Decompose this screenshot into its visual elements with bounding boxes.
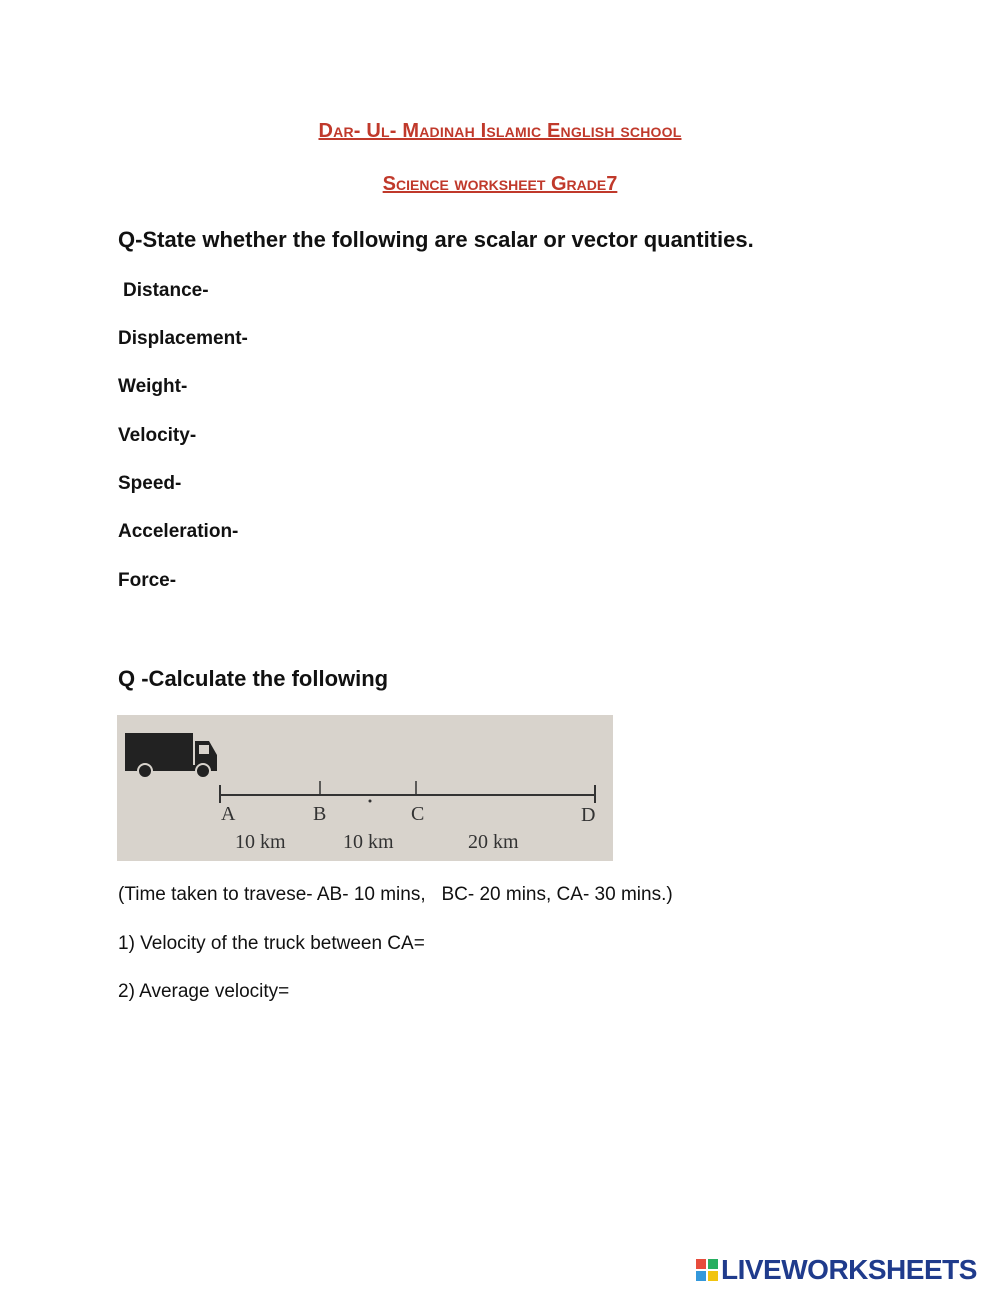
point-a-label: A bbox=[221, 803, 236, 825]
distance-cd-label: 20 km bbox=[468, 831, 519, 853]
logo-square bbox=[708, 1271, 718, 1281]
question-scalar-vector: Q-State whether the following are scalar or vector quantities. bbox=[118, 227, 754, 252]
logo-text: LIVEWORKSHEETS bbox=[721, 1254, 977, 1285]
logo-square bbox=[708, 1259, 718, 1269]
quantity-acceleration: Acceleration- bbox=[118, 521, 239, 542]
time-note: (Time taken to travese- AB- 10 mins, BC- 20 mins, CA- 30 mins.) bbox=[118, 884, 673, 905]
quantity-displacement: Displacement- bbox=[118, 328, 248, 349]
question-calculate: Q -Calculate the following bbox=[118, 666, 389, 691]
truck-diagram bbox=[117, 715, 613, 861]
question-1: 1) Velocity of the truck between CA= bbox=[118, 933, 425, 954]
logo-squares-icon bbox=[696, 1259, 718, 1281]
point-c-label: C bbox=[411, 803, 425, 825]
distance-ab-label: 10 km bbox=[235, 831, 286, 853]
point-b-label: B bbox=[313, 803, 327, 825]
question-2: 2) Average velocity= bbox=[118, 981, 290, 1002]
speck bbox=[369, 800, 372, 803]
quantity-velocity: Velocity- bbox=[118, 425, 197, 446]
logo-square bbox=[696, 1259, 706, 1269]
worksheet-title: Science worksheet Grade7 bbox=[382, 173, 618, 195]
distance-bc-label: 10 km bbox=[343, 831, 394, 853]
logo-square bbox=[696, 1271, 706, 1281]
point-d-label: D bbox=[581, 804, 596, 826]
truck-icon bbox=[125, 733, 217, 778]
quantity-distance: Distance- bbox=[123, 280, 209, 301]
school-title: Dar- Ul- Madinah Islamic English school bbox=[318, 120, 682, 142]
quantity-force: Force- bbox=[118, 570, 177, 591]
liveworksheets-logo bbox=[696, 1255, 977, 1285]
quantity-weight: Weight- bbox=[118, 376, 188, 397]
quantity-speed: Speed- bbox=[118, 473, 182, 494]
